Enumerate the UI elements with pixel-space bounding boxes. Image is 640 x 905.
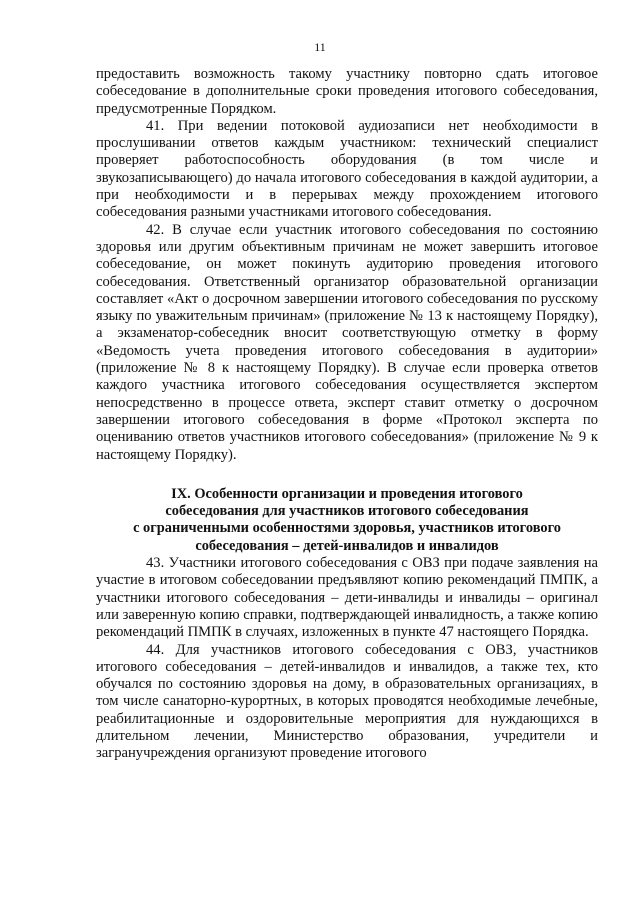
document-body xyxy=(96,66,598,763)
section-heading xyxy=(96,486,598,555)
paragraph-44: 44. Для участников итогового собеседования с ОВЗ, участников итогового собеседования – детей-инвалидов и инвалидов, а также тех, кто обучался по состоянию здоровья на дому, в образовательных организациях, в том числе санаторно-курортных, в которых проводятся необходимые лечебные, реабилитационные и оздоровительные мероприятия для нуждающихся в длительном лечении, Министерство образования, учредители и загранучреждения организуют проведение итогового xyxy=(96,641,598,762)
section-heading-line: собеседования для участников итогового собеседования xyxy=(165,503,529,520)
paragraph-41: 41. При ведении потоковой аудиозаписи нет необходимости в прослушивании ответов каждым участником: технический специалист проверяет работоспособность оборудования (в том числе и звукозаписывающего) до начала итогового собеседования в каждой аудитории, а при необходимости и в перерывах между прохождением итогового собеседования разными участниками итогового собеседования. xyxy=(96,117,598,221)
section-heading-line: собеседования – детей-инвалидов и инвалидов xyxy=(195,537,499,554)
paragraph-43: 43. Участники итогового собеседования с ОВЗ при подаче заявления на участие в итоговом собеседовании предъявляют копию рекомендаций ПМПК, а участники итогового собеседования – дети-инвалиды и инвалиды – оригинал или заверенную копию справки, подтверждающей инвалидность, а также копию рекомендаций ПМПК в случаях, изложенных в пункте 47 настоящего Порядка. xyxy=(96,555,598,641)
section-heading-line: с ограниченными особенностями здоровья, участников итогового xyxy=(133,520,561,537)
page-number: 11 xyxy=(314,40,326,54)
paragraph-42: 42. В случае если участник итогового собеседования по состоянию здоровья или другим объективным причинам не может завершить итоговое собеседование, он может покинуть аудиторию проведения итогового собеседования. Ответственный организатор образовательной организации составляет «Акт о досрочном завершении итогового собеседования по русскому языку по уважительным причинам» (приложение № 13 к настоящему Порядку), а экзаменатор-собеседник вносит соответствующую отметку в форму «Ведомость учета проведения итогового собеседования в аудитории» (приложение № 8 к настоящему Порядку). В случае если проверка ответов каждого участника итогового собеседования осуществляется экспертом непосредственно в процессе ответа, эксперт ставит отметку о досрочном завершении итогового собеседования в форме «Протокол эксперта по оцениванию ответов участников итогового собеседования» (приложение № 9 к настоящему Порядку). xyxy=(96,221,598,463)
paragraph-continuation: предоставить возможность такому участнику повторно сдать итоговое собеседование в дополнительные сроки проведения итогового собеседования, предусмотренные Порядком. xyxy=(96,66,598,117)
section-heading-line: IX. Особенности организации и проведения итогового xyxy=(171,485,523,502)
